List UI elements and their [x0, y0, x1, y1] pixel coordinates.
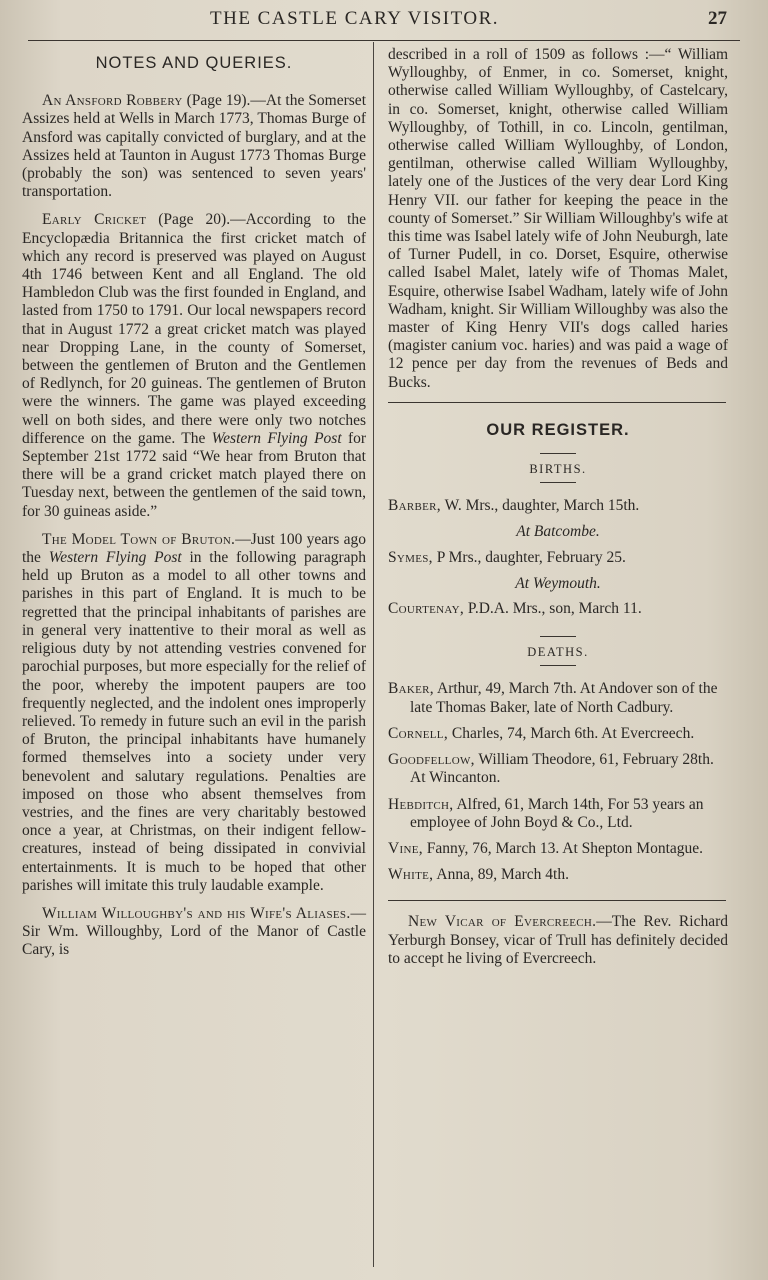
short-rule — [540, 482, 576, 483]
article-text: —Just 100 years ago the — [22, 530, 366, 567]
short-rule — [540, 636, 576, 637]
entry-surname: Hebditch, — [388, 795, 454, 813]
article-text: in the following paragraph held up Bruton as a model to all other towns and parishes in this part of England. It is much to be regretted that the principal inhabitants of parishes are in general very inattentive to their moral as well as religious duty by not attending vestries convened for parochial purposes, but more especially for the relief of the poor, whereby the impotent paupers are too frequently neglected, and the indolent ones improperly relieved. To remedy in future such an evil in the parish of Bruton, the principal inhabitants have humanely formed themselves into a society under very benevolent and salutary regulations. Penalties are imposed on those who absent themselves from vestries, and the fines are very charitably bestowed once a year, at Christmas, on their indigent fellow-creatures, instead of being dissipated in convivial entertainments. It is much to be hoped that other parishes will imitate this truly laudable example. — [22, 549, 367, 894]
death-entry — [388, 796, 728, 832]
section-divider — [388, 900, 726, 901]
article-text: for September 21st 1772 said “We hear from Bruton that there will be a grand cricket match played there on Tuesday next, between the gentlemen of the said town, for 30 guineas aside.” — [22, 429, 367, 520]
article-title: The Model Town of Bruton. — [42, 530, 236, 548]
death-entry — [388, 751, 728, 787]
short-rule — [540, 665, 576, 666]
entry-text: Alfred, 61, March 14th, For 53 years an employee of John Boyd & Co., Ltd. — [410, 795, 704, 831]
our-register-heading: OUR REGISTER. — [486, 420, 630, 439]
article-title: An Ansford Robbery — [42, 92, 183, 110]
entry-text: P.D.A. Mrs., son, March 11. — [467, 600, 642, 618]
entry-surname: Goodfellow, — [388, 751, 475, 769]
birth-entry — [388, 497, 728, 515]
death-entry — [388, 866, 728, 884]
running-header — [0, 6, 768, 34]
entry-surname: Baker, — [388, 680, 434, 698]
entry-surname: White, — [388, 866, 434, 884]
article-text: —The Rev. Richard Yerburgh Bonsey, vicar of Trull has definitely decided to accept he living of Evercreech. — [388, 913, 728, 967]
entry-surname: Courtenay, — [388, 600, 465, 618]
entry-text: P Mrs., daughter, February 25. — [436, 548, 626, 566]
article-title: William Willoughby's and his Wife's Aliases. — [42, 904, 351, 922]
entry-place: At Weymouth. — [515, 574, 601, 592]
entry-place: At Batcombe. — [516, 523, 600, 541]
entry-text: William Theodore, 61, February 28th. At Wincanton. — [410, 751, 714, 787]
births-heading: BIRTHS. — [529, 462, 587, 477]
newspaper-name: Western Flying Post — [211, 429, 342, 447]
page-number: 27 — [708, 8, 727, 29]
willoughby-article-continued: described in a roll of 1509 as follows :—“ William Wylloughby, of Enmer, in co. Somerset, knight, otherwise called William Wylloughby, of Castelcary, in co. Somerset, knight, otherwise called William Wylloughby, of Tothill, in co. Lincoln, gentilman, otherwise called William Wylloughby, of London, gentilman, otherwise called William Wylloughby, lately one of the Justices of the very dear Lord King Henry VII. our father for keeping the peace in the county of Somerset.” Sir William Willoughby's wife at this time was Isabel lately wife of John Neuburgh, late of Turner Pudell, in co. Dorset, Esquire, otherwise called Isabel Malet, lately wife of Thomas Malet, Esquire, otherwise Isabel Wadham, lately wife of John Wadham, knight. Sir William Willoughby was also the master of King Henry VII's dogs called haries (magister canium voc. haries) and was paid a wage of 12 pence per day from the revenues of Beds and Bucks. — [388, 46, 728, 391]
article-title: New Vicar of Evercreech. — [408, 913, 597, 931]
right-column — [388, 46, 728, 978]
entry-text: W. Mrs., daughter, March 15th. — [444, 497, 640, 515]
model-town-article — [22, 531, 366, 895]
newspaper-name: Western Flying Post — [48, 549, 182, 567]
entry-surname: Cornell, — [388, 724, 448, 742]
column-divider — [373, 42, 374, 1267]
entry-surname: Vine, — [388, 839, 423, 857]
article-text: —Sir Wm. Willoughby, Lord of the Manor of Castle Cary, is — [22, 904, 366, 959]
entry-surname: Barber, — [388, 497, 441, 515]
left-column — [22, 46, 366, 970]
entry-text: Arthur, 49, March 7th. At Andover son of the late Thomas Baker, late of North Cadbury. — [410, 680, 718, 716]
entry-text: Anna, 89, March 4th. — [436, 866, 569, 884]
new-vicar-article — [388, 913, 728, 968]
entry-surname: Symes, — [388, 548, 433, 566]
willoughby-article — [22, 905, 366, 960]
article-text: (Page 20).—According to the Encyclopædia Britannica the first cricket match of which any record is preserved was played on August 4th 1746 between Kent and all England. The old Hambledon Club was the first founded in England, and lasted from 1750 to 1791. Our local newspapers record that in August 1772 a great cricket match was played near Dropping Lane, in the county of Somerset, between the gentlemen of Bruton and the Gentlemen of Redlynch, for 20 guineas. The gentlemen of Bruton were the winners. The game was played exceeding well on both sides, and there were only two notches difference on the game. The — [22, 211, 366, 447]
notes-and-queries-heading: NOTES AND QUERIES. — [95, 54, 293, 72]
birth-entry — [388, 600, 728, 618]
death-entry — [388, 840, 728, 858]
birth-entry — [388, 549, 728, 567]
entry-text: Charles, 74, March 6th. At Evercreech. — [451, 724, 695, 742]
publication-title: THE CASTLE CARY VISITOR. — [210, 8, 500, 29]
entry-text: Fanny, 76, March 13. At Shepton Montague. — [426, 839, 704, 857]
death-entry — [388, 725, 728, 743]
section-divider — [388, 402, 726, 403]
death-entry — [388, 680, 728, 716]
short-rule — [540, 453, 576, 454]
article-text: (Page 19).—At the Somerset Assizes held at Wells in March 1773, Thomas Burge of Ansford was capitally convicted of burglary, and at the Assizes held at Taunton in August 1773 Thomas Burge (probably the son) was sentenced to seven years' transportation. — [22, 92, 366, 201]
early-cricket-article — [22, 211, 366, 520]
header-rule — [28, 40, 740, 41]
article-title: Early Cricket — [42, 211, 147, 229]
deaths-heading: DEATHS. — [527, 645, 589, 660]
ansford-robbery-article — [22, 92, 366, 201]
